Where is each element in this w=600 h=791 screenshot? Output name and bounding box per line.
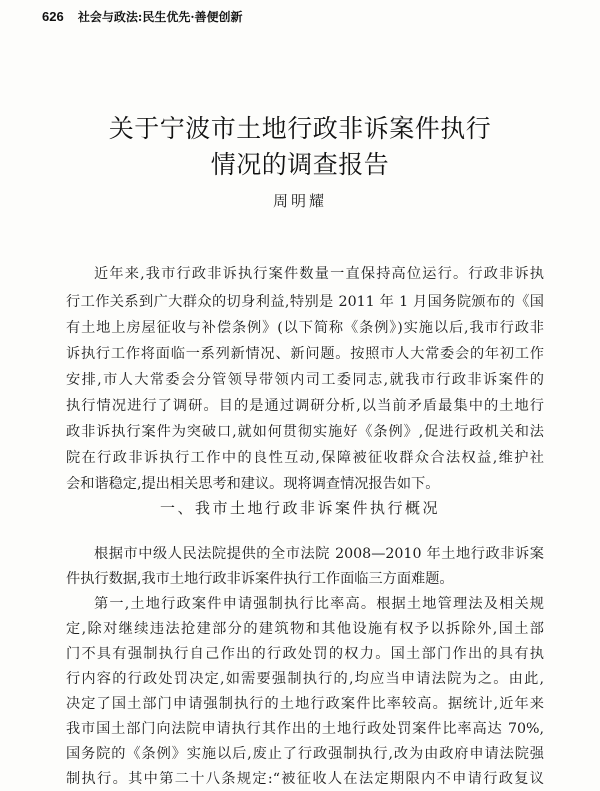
running-header xyxy=(42,8,243,25)
paragraph-3-line: 第一,土地行政案件申请强制执行比率高。根据土地管理法及相关规 xyxy=(94,596,544,612)
paragraph-3-line: 决定了国土部门申请强制执行的土地行政案件比率较高。据统计,近年来 xyxy=(66,696,544,712)
section-heading: 一、我市土地行政非诉案件执行概况 xyxy=(159,499,440,517)
paragraph-3-line: 门不具有强制执行自己作出的行政处罚的权力。国土部门作出的具有执 xyxy=(66,646,544,662)
paragraph-3-line: 我市国土部门向法院申请执行其作出的土地行政处罚案件比率高达 70%, xyxy=(66,721,544,737)
page-number: 626 xyxy=(42,9,64,24)
paragraph-2-line: 件执行数据,我市土地行政非诉案件执行工作面临三方面难题。 xyxy=(66,571,454,587)
author: 周明耀 xyxy=(272,192,327,210)
paragraph-3-line: 定,除对继续违法抢建部分的建筑物和其他设施有权予以拆除外,国土部 xyxy=(66,621,544,637)
paragraph-1-line: 会和谐稳定,提出相关思考和建议。现将调查情况报告如下。 xyxy=(66,476,440,492)
paragraph-1-line: 政非诉执行案件为突破口,就如何贯彻实施好《条例》,促进行政机关和法 xyxy=(66,424,544,440)
paragraph-1-line: 有土地上房屋征收与补偿条例》(以下简称《条例》)实施以后,我市行政非 xyxy=(66,320,544,336)
title-line-2: 情况的调查报告 xyxy=(210,150,390,179)
paragraph-2-line: 根据市中级人民法院提供的全市法院 2008—2010 年土地行政非诉案 xyxy=(94,546,544,562)
paragraph-3-line: 行内容的行政处罚决定,如需要强制执行的,均应当申请法院为之。由此, xyxy=(66,671,544,687)
title-line-1: 关于宁波市土地行政非诉案件执行 xyxy=(108,114,492,143)
paragraph-1-line: 院在行政非诉执行工作中的良性互动,保障被征收群众合法权益,维护社 xyxy=(66,450,544,466)
paragraph-1-line: 安排,市人大常委会分管领导带领内司工委同志,就我市行政非诉案件的 xyxy=(66,372,544,388)
running-title: 社会与政法:民生优先·善便创新 xyxy=(77,10,243,24)
paragraph-1-line: 近年来,我市行政非诉执行案件数量一直保持高位运行。行政非诉执 xyxy=(94,266,544,282)
paragraph-1-line: 执行情况进行了调研。目的是通过调研分析,以当前矛盾最集中的土地行 xyxy=(66,398,544,414)
paragraph-3-line: 国务院的《条例》实施以后,废止了行政强制执行,改为由政府申请法院强 xyxy=(66,746,544,762)
paragraph-1-line: 行工作关系到广大群众的切身利益,特别是 2011 年 1 月国务院颁布的《国 xyxy=(66,294,544,310)
paragraph-3-line: 制执行。其中第二十八条规定:“被征收人在法定期限内不申请行政复议 xyxy=(66,771,544,787)
paragraph-1-line: 诉执行工作将面临一系列新情况、新问题。按照市人大常委会的年初工作 xyxy=(66,346,544,362)
